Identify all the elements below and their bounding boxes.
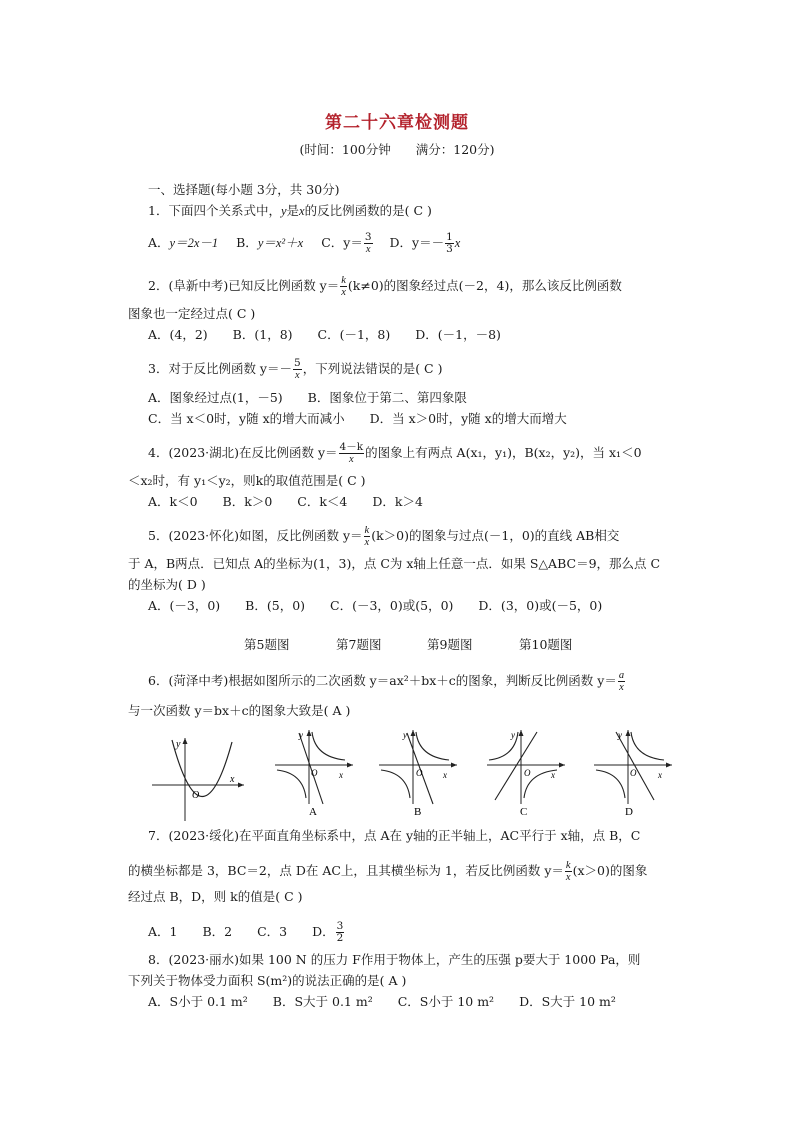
question-4-options: A．k＜0 B．k＞0 C．k＜4 D．k＞4 [148,494,423,509]
question-7-stem-line3: 经过点 B，D，则 k的值是( C ) [128,889,303,904]
question-8-options: A．S小于 0.1 m² B．S大于 0.1 m² C．S小于 10 m² D．S大于 10 m² [148,994,616,1009]
question-2-stem-line2: 图象也一定经过点( C ) [128,306,256,321]
section-heading: 一、选择题(每小题 3分，共 30分) [148,182,340,197]
question-6-stem: 6．(菏泽中考)根据如图所示的二次函数 y＝ax²＋bx＋c的图象，判断反比例函数 y＝ $\frac{a}{x}$ [148,670,625,693]
question-3-options-ab: A．图象经过点(1，－5) B．图象位于第二、第四象限 [148,390,467,405]
option-label: D [625,806,633,818]
graph-option-b [377,728,461,820]
figure-label: 第10题图 [519,637,573,652]
origin-label: O [311,768,318,778]
x-axis-label: x [339,770,343,780]
question-1-stem: 1．下面四个关系式中，y是x的反比例函数的是( C ) [148,203,432,218]
option-label: B [414,806,422,818]
x-axis-label: x [658,770,662,780]
question-5-stem: 5．(2023·怀化)如图，反比例函数 y＝ $\frac{k}{x}$ (k＞0)的图象与过点(－1，0)的直线 AB相交 [148,525,620,548]
parabola-graph [148,728,248,823]
question-6-stem-line2: 与一次函数 y＝bx＋c的图象大致是( A ) [128,703,351,718]
y-axis-label: y [618,730,622,740]
figure-label: 第7题图 [336,637,382,652]
origin-label: O [416,768,423,778]
option-label: C [520,806,528,818]
option-label: A [309,806,317,818]
y-axis-label: y [511,730,515,740]
exam-info: (时间：100分钟 满分：120分) [299,142,495,157]
x-axis-label: x [551,770,555,780]
y-axis-label: y [176,739,181,750]
origin-label: O [524,768,531,778]
x-axis-label: x [230,774,235,785]
question-5-stem-line3: 的坐标为( D ) [128,577,206,592]
question-2-options: A．(4，2) B．(1，8) C．(－1，8) D．(－1，－8) [148,327,501,342]
y-axis-label: y [403,730,407,740]
question-8-stem: 8．(2023·丽水)如果 100 N 的压力 F作用于物体上，产生的压强 p要大于 1000 Pa，则 [148,952,641,967]
graph-option-d [592,728,676,820]
page-title: 第二十六章检测题 [325,113,469,133]
question-3-stem: 3．对于反比例函数 y＝－ $\frac{5}{x}$ ，下列说法错误的是( C ) [148,357,443,381]
question-4-stem: 4．(2023·湖北)在反比例函数 y＝ $\frac{4-k}{x}$ 的图象上有两点 A(x₁，y₁)，B(x₂，y₂)，当 x₁＜0 [148,441,642,465]
question-1-options: A．y＝2x－1 B．y＝x²＋x C．y＝ $\frac{3}{x}$ D．y＝－ $\frac{1}{3}$ x [148,231,461,255]
origin-label: O [630,768,637,778]
question-3-options-cd: C．当 x＜0时，y随 x的增大而减小 D．当 x＞0时，y随 x的增大而增大 [148,411,567,426]
question-5-options: A．(－3，0) B．(5，0) C．(－3，0)或(5，0) D．(3，0)或(－5，0) [148,598,603,613]
question-7-stem-line2: 的横坐标都是 3，BC＝2，点 D在 AC上，且其横坐标为 1，若反比例函数 y＝ $\frac{k}{x}$ (x＞0)的图象 [128,860,648,883]
question-4-stem-line2: ＜x₂时，有 y₁＜y₂，则k的取值范围是( C ) [128,473,366,488]
graph-option-a [273,728,357,820]
question-5-stem-line2: 于 A，B两点．已知点 A的坐标为(1，3)，点 C为 x轴上任意一点．如果 S△ABC＝9，那么点 C [128,556,661,571]
x-axis-label: x [443,770,447,780]
figure-label: 第9题图 [427,637,473,652]
question-8-stem-line2: 下列关于物体受力面积 S(m²)的说法正确的是( A ) [128,973,407,988]
question-7-options: A．1 B．2 C．3 D． $\frac{3}{2}$ [148,920,344,944]
figure-label: 第5题图 [244,637,290,652]
y-axis-label: y [299,730,303,740]
question-7-stem: 7．(2023·绥化)在平面直角坐标系中，点 A在 y轴的正半轴上，AC平行于 x轴，点 B，C [148,828,641,843]
question-2-stem: 2．(阜新中考)已知反比例函数 y＝ $\frac{k}{x}$ (k≠0)的图象经过点(－2，4)，那么该反比例函数 [148,275,622,298]
graph-option-c [485,728,569,820]
origin-label: O [192,790,200,801]
